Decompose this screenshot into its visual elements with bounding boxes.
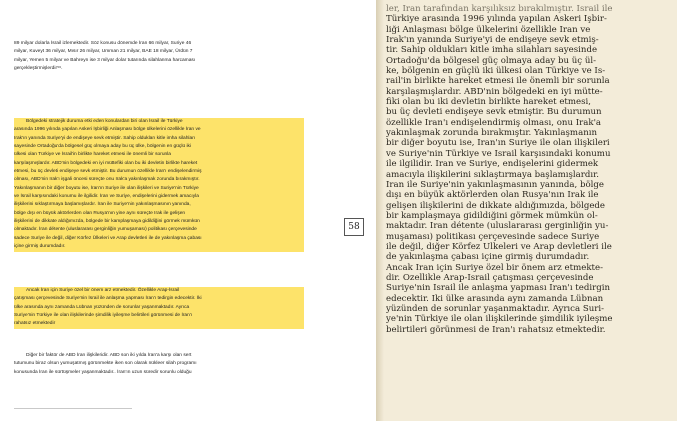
text-line: yakınlaşmak zorunda bırakmıştır. Yakınlaşmanın <box>386 128 598 139</box>
page-gutter-shadow <box>376 0 384 421</box>
text-line: ilişkilerini de dikkate aldığımızda, bölgede bir kamplaşmaya gidildiğini görmek mümkün <box>14 218 304 226</box>
text-line: ye'nin Türkiye ile olan ilişkilerinde şimdilik iyileşme <box>386 314 613 325</box>
text-line: ilişkilerini sıklaştırmaya başlamışlardır. İran ile Suriye'nin yakınlaşmasının yanında, <box>14 201 304 209</box>
text-line: ve Suriye'nin Türkiye ve İsrail karşısındaki konumu <box>386 148 611 159</box>
text-line: özellikle İran'ı endişelendirmiş olması, onu Irak'a <box>386 117 602 128</box>
text-line: sadece Suriye ile değil, diğer Körfez Ülkeleri ve Arap devletleri ile de yakınlaşma çabası <box>14 235 304 243</box>
text-line: milyar, Yemen 5 milyar ve Bahreyn ise 3 milyar dolar tutarında silahlanma harcaması <box>14 57 196 63</box>
text-line: olmaktadır. İran détente (uluslararası gerginliğin yumuşaması) politikası çerçevesinde <box>14 226 304 234</box>
text-line: çatışması çerçevesinde Suriye'nin İsrail ile anlaşma yapması İran'ı tedirgin edecektir. İki <box>14 295 304 303</box>
right-scanned-page <box>376 0 677 421</box>
text-line: Yakınlaşmanın bir diğer boyutu ise, İran'ın Suriye ile olan ilişkileri ve Suriye'nin Türkiye <box>14 185 304 193</box>
paragraph-3-highlighted <box>14 287 304 329</box>
text-line: karşılaşmışlardır. ABD'nin bölgedeki en iyi müttefiki olan bu iki devletin birlikte hareket <box>14 160 304 168</box>
paragraph-1 <box>14 40 304 73</box>
left-document-page <box>10 0 308 421</box>
text-line: maktadır. İran détente (uluslararası gerginliğin yu- <box>386 221 609 232</box>
text-line: Irak'ın yanında Suriye'yi de endişeye sevk etmiş- <box>386 35 599 46</box>
text-line: arasında 1996 yılında yapılan Askeri İşbirliği Anlaşması bölge ülkelerini özellikle İran ve <box>14 126 304 134</box>
text-line: ve İsrail karşısındaki konumu ile ilgilidir. İran ve Suriye, endişelerini gidermek amacıyla <box>14 193 304 201</box>
text-line: etmesi, bu üç devleti endişeye sevk etmiştir. Bu durumun özellikle İran'ı endişelendirmiş <box>14 168 304 176</box>
text-line: Diğer bir faktör de ABD İran ilişkileridir. ABD son iki yılda İran'a karşı olan sert <box>26 353 192 358</box>
text-line: bölge dışı en büyük aktörlerden olan Rusya'nın yine aynı süreçte Irak ile gelişen <box>14 210 304 218</box>
text-line: amacıyla ilişkilerini sıklaştırmaya başlamışlardır. <box>386 169 600 180</box>
text-line: dir. Özellikle Arap-İsrail çatışması çerçevesinde <box>386 272 594 283</box>
text-line: İran ile Suriye'nin yakınlaşmasının yanında, bölge <box>386 179 604 190</box>
text-line: ülke arasında aynı zamanda Lübnan yüzünden de sorunlar yaşanmaktadır. Ayrıca <box>14 304 304 312</box>
text-line: Irak'ın yanında Suriye'yi de endişeye sevk etmiştir. Sahip oldukları kitle imha silahları <box>14 135 304 143</box>
text-line: gelişen ilişkilerini de dikkate aldığımızda, bölgede <box>386 200 606 211</box>
paragraph-4 <box>14 352 304 377</box>
text-line: bu üç devleti endişeye sevk etmiştir. Bu durumun <box>386 107 602 118</box>
text-line: 89 milyar dolarla İsrail izlemektedir. Söz konusu dönemde İran 66 milyar, Suriye 46 <box>14 41 192 46</box>
text-line: Ancak İran için Suriye özel bir önem arz etmekte- <box>386 262 603 273</box>
text-line: olması, ABD'nin Irak'ı işgali öncesi süreçte onu Irak'a yakınlaşmak zorunda bırakmıştır. <box>14 176 304 184</box>
text-line: muşaması) politikası çerçevesinde sadece Suriye <box>386 231 600 242</box>
text-line: Türkiye arasında 1996 yılında yapılan Askeri İşbir- <box>386 14 607 25</box>
text-line: fiki olan bu iki devletin birlikte hareket etmesi, <box>386 97 592 108</box>
text-line: yüzünden de sorunlar yaşanmaktadır. Ayrıca Suri- <box>386 303 605 314</box>
text-line: konusunda İran ile sürtüşmeler yaşanmaktadır.. İran'ın uzun süredir sorunlu olduğu <box>14 369 192 375</box>
text-line: ile ilgilidir. İran ve Suriye, endişelerini gidermek <box>386 159 599 170</box>
text-line: tutumunu biraz olsun yumuşatmış görünmekte iken son olarak nükleer silah programı <box>14 361 197 367</box>
text-line: milyar, Kuveyt 36 milyar, Mısır 26 milyar, Umman 21 milyar, BAE 18 milyar, Ürdün 7 <box>14 49 193 55</box>
text-line: liği Anlaşması bölge ülkelerini özellikle İran ve <box>386 24 591 35</box>
text-line: karşılaşmışlardır. ABD'nin bölgedeki en iyi mütte- <box>386 86 603 97</box>
text-line: ülkesi olan Türkiye ve İsrail'in birlikte hareket etmesi ile önemli bir sorunla <box>14 151 304 159</box>
footnote-rule <box>14 408 132 409</box>
paragraph-2-highlighted <box>14 118 304 252</box>
text-line: sayesinde Ortadoğu'da bölgesel güç olmaya aday bu üç ülke, bölgenin en güçlü iki <box>14 143 304 151</box>
text-line: ke, bölgenin en güçlü iki ülkesi olan Türkiye ve İs- <box>386 66 606 77</box>
text-line: Suriye'nin İsrail ile anlaşma yapması İran'ı tedirgin <box>386 283 610 294</box>
text-line: tir. Sahip oldukları kitle imha silahları sayesinde <box>386 45 598 56</box>
text-line: belirtileri görünmesi de İran'ı rahatsız etmektedir. <box>386 324 606 335</box>
text-line: rail'in birlikte hareket etmesi ile önemli bir sorunla <box>386 76 610 87</box>
text-line: edecektir. İki ülke arasında aynı zamanda Lübnan <box>386 293 604 304</box>
text-line: Suriye'nin Türkiye ile olan ilişkilerinde şimdilik iyileşme belirtileri görünmesi de İran'ı <box>14 312 304 320</box>
text-line: rahatsız etmektedir <box>14 320 304 328</box>
text-line: bir diğer boyutu ise, İran'ın Suriye ile olan ilişkileri <box>386 138 610 149</box>
text-line: Ortadoğu'da bölgesel güç olmaya aday bu üç ül- <box>386 55 597 66</box>
scanned-paragraph <box>386 4 672 335</box>
text-line: gerçekleştirmişlerdir⁵⁶. <box>14 66 63 72</box>
page-number: 58 <box>344 218 364 236</box>
text-line: Ancak İran için Suriye özel bir önem arz etmektedir. Özellikle Arap-İsrail <box>14 287 304 295</box>
text-line: ler, İran tarafından karşılıksız bırakılmıştır. İsrail ile <box>386 4 613 14</box>
text-line: içine girmiş durumdadır. <box>14 243 304 251</box>
text-line: bir kamplaşmaya gidildiğini görmek mümkün ol- <box>386 210 598 221</box>
text-line: dışı en büyük aktörlerden olan Rusya'nın Irak ile <box>386 190 599 201</box>
text-line: ile değil, diğer Körfez Ülkeleri ve Arap devletleri ile <box>386 241 612 252</box>
text-line: de yakınlaşma çabası içine girmiş durumdadır. <box>386 252 590 263</box>
text-line: Bölgedeki stratejik duruma etki eden konulardan biri olan İsrail ile Türkiye <box>14 118 304 126</box>
